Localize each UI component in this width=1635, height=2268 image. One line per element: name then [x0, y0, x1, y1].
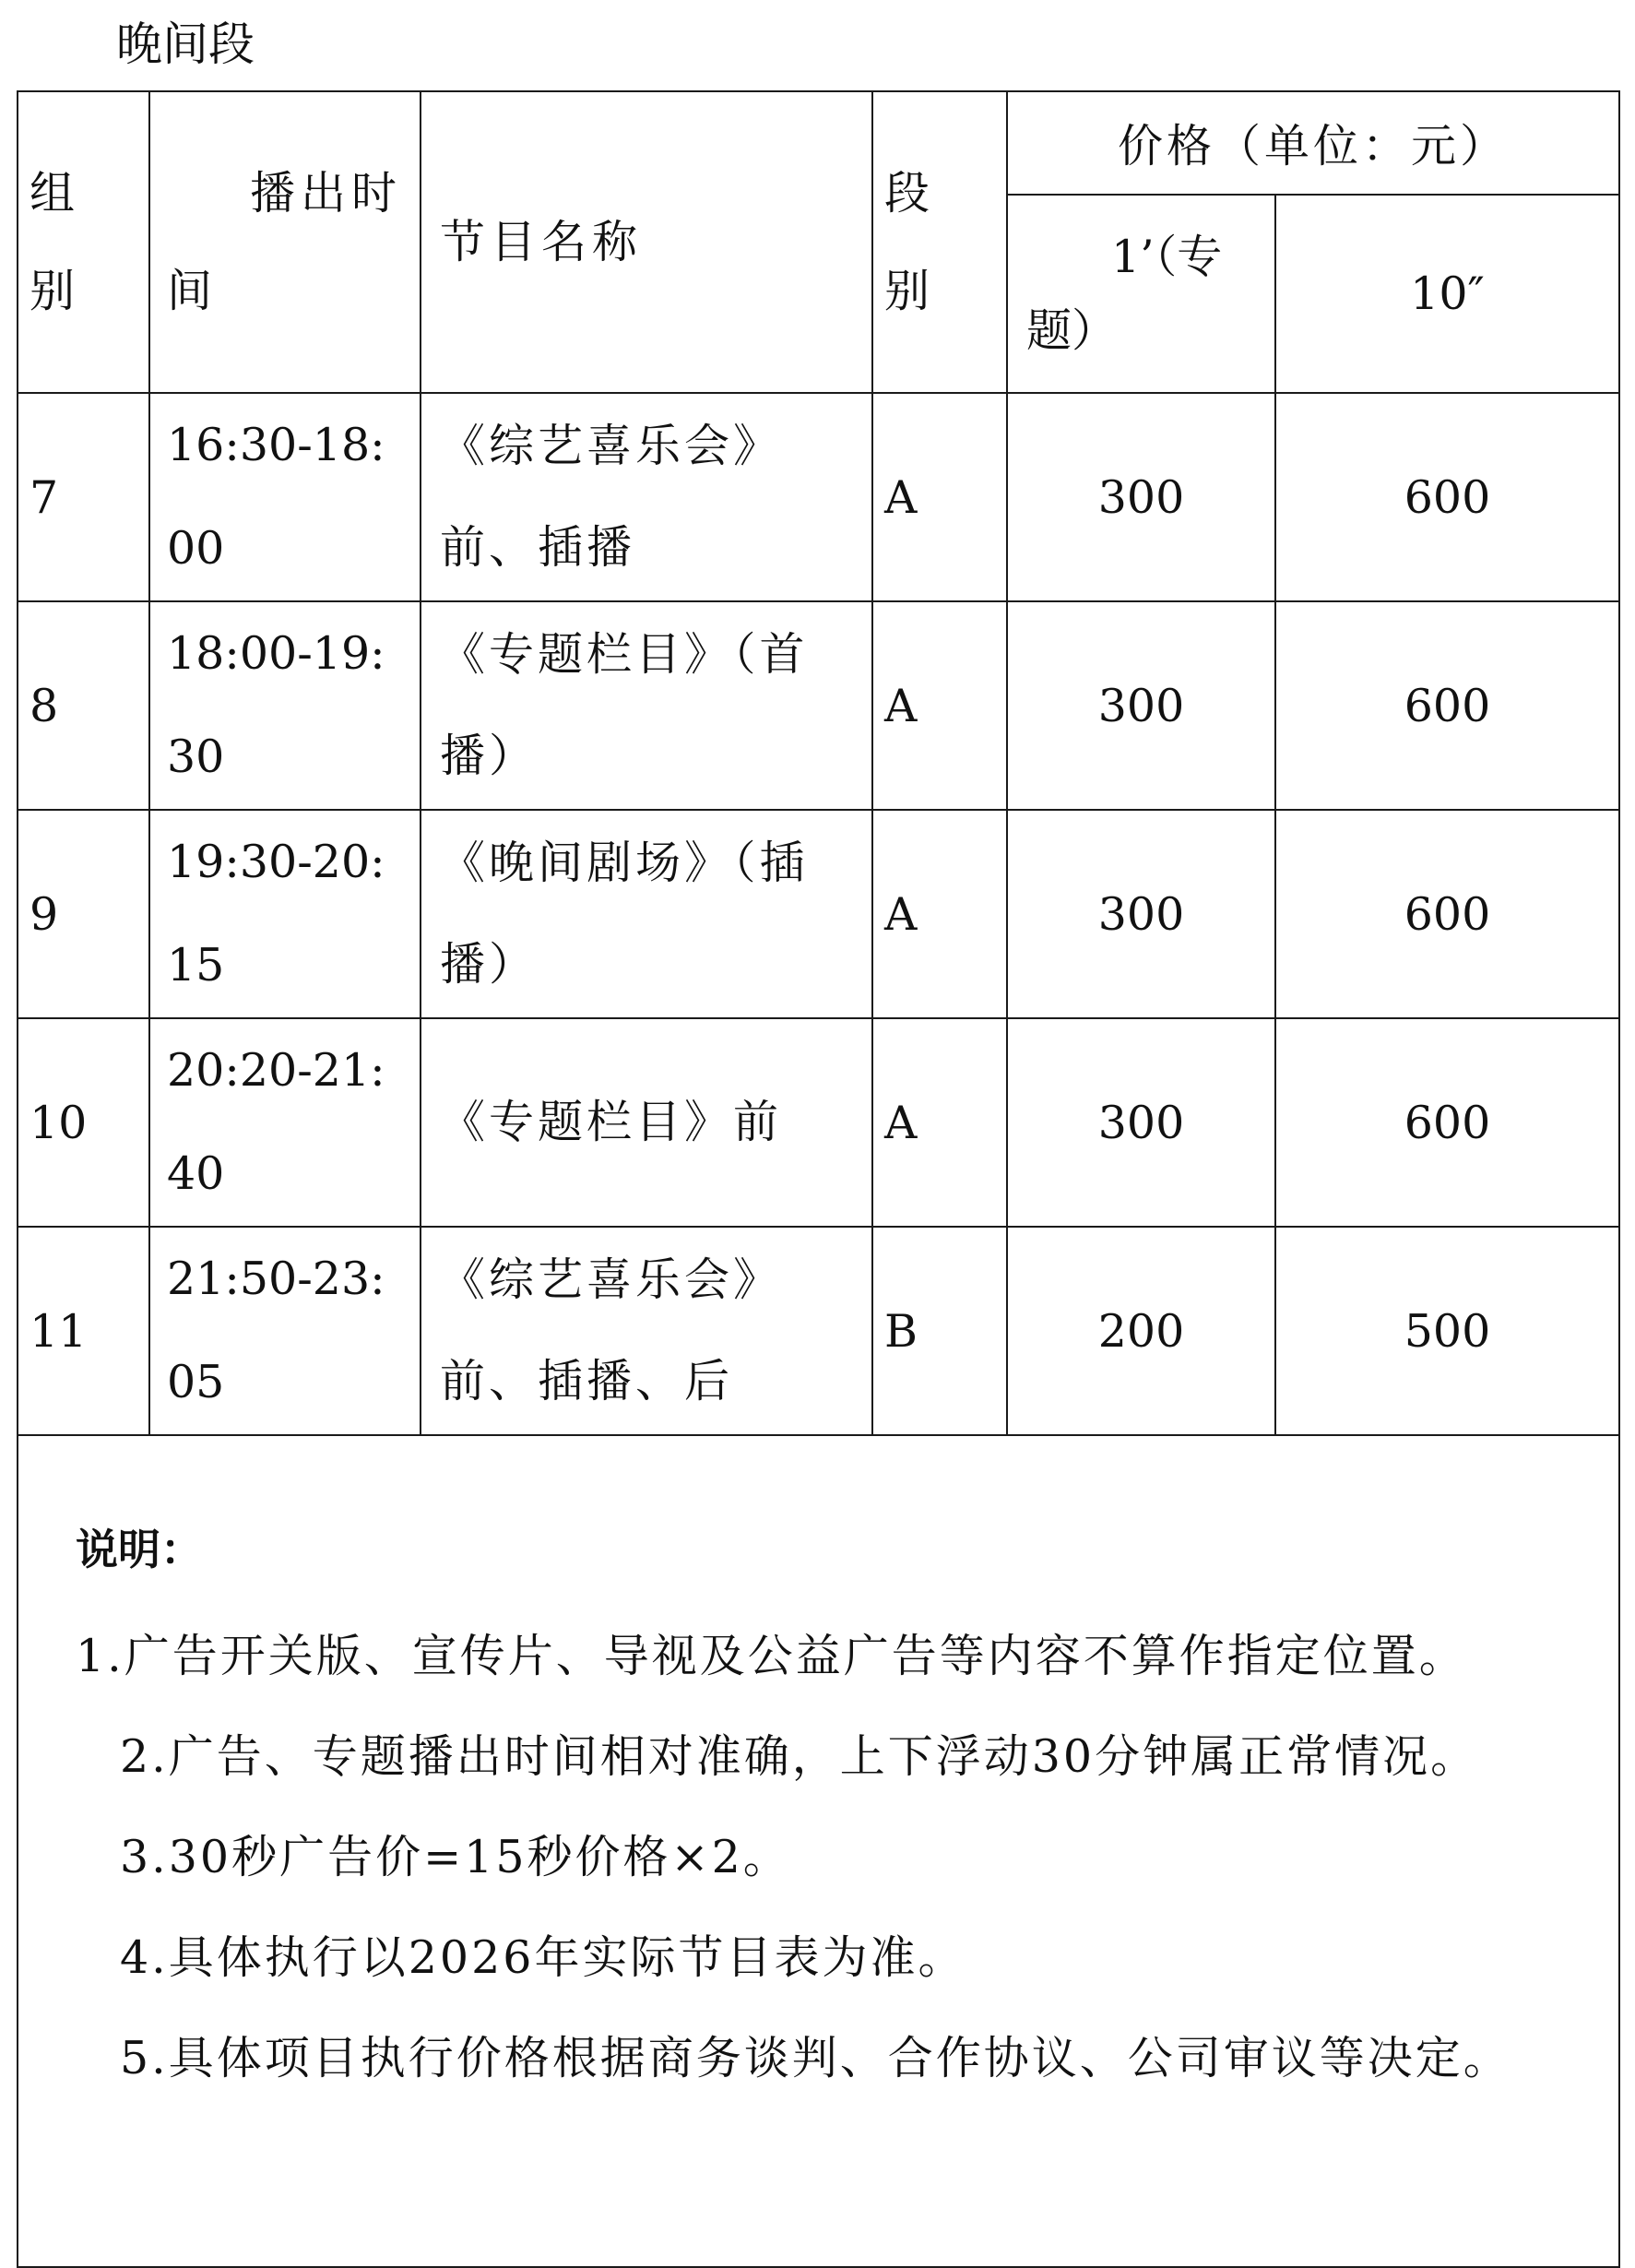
- header-price-10sec: 10″: [1275, 195, 1619, 393]
- section-title: 晚间段: [116, 18, 255, 71]
- cell-time: 18:00-19:30: [149, 601, 421, 810]
- header-time: 播出时间: [149, 91, 421, 393]
- cell-time: 19:30-20:15: [149, 810, 421, 1018]
- cell-price-10sec: 600: [1275, 601, 1619, 810]
- cell-group: 10: [18, 1018, 149, 1227]
- cell-price-1min: 300: [1007, 601, 1275, 810]
- note-item: 5.具体项目执行价格根据商务谈判、合作协议、公司审议等决定。: [120, 2032, 1511, 2084]
- table-row: [18, 393, 1619, 601]
- cell-time: 21:50-23:05: [149, 1227, 421, 1435]
- cell-group: 7: [18, 393, 149, 601]
- cell-time: 20:20-21:40: [149, 1018, 421, 1227]
- header-price-1min: 1’（专题）: [1007, 195, 1275, 393]
- header-program: 节目名称: [421, 91, 872, 393]
- cell-price-10sec: 600: [1275, 393, 1619, 601]
- cell-segment: A: [872, 393, 1007, 601]
- cell-group: 8: [18, 601, 149, 810]
- cell-segment: A: [872, 1018, 1007, 1227]
- notes-section: [18, 1435, 1619, 2267]
- cell-price-10sec: 600: [1275, 810, 1619, 1018]
- table-row: [18, 810, 1619, 1018]
- notes-title: 说明：: [76, 1525, 203, 1574]
- header-price: 价格（单位：元）: [1007, 91, 1619, 195]
- cell-segment: B: [872, 1227, 1007, 1435]
- cell-price-10sec: 500: [1275, 1227, 1619, 1435]
- cell-group: 11: [18, 1227, 149, 1435]
- header-group: 组别: [18, 91, 149, 393]
- cell-price-10sec: 600: [1275, 1018, 1619, 1227]
- cell-price-1min: 300: [1007, 393, 1275, 601]
- cell-program: 《专题栏目》前: [421, 1018, 872, 1227]
- note-item: 4.具体执行以2026年实际节目表为准。: [120, 1931, 966, 1984]
- cell-program: 《综艺喜乐会》前、插播: [421, 393, 872, 601]
- table-row: [18, 1018, 1619, 1227]
- table-row: [18, 601, 1619, 810]
- rate-table: [17, 90, 1620, 2268]
- cell-group: 9: [18, 810, 149, 1018]
- header-segment: 段别: [872, 91, 1007, 393]
- note-item: 2.广告、专题播出时间相对准确，上下浮动30分钟属正常情况。: [120, 1730, 1479, 1783]
- cell-time: 16:30-18:00: [149, 393, 421, 601]
- cell-segment: A: [872, 601, 1007, 810]
- table-row: [18, 1227, 1619, 1435]
- cell-segment: A: [872, 810, 1007, 1018]
- note-item: 3.30秒广告价=15秒价格×2。: [120, 1831, 791, 1883]
- cell-program: 《综艺喜乐会》前、插播、后: [421, 1227, 872, 1435]
- cell-price-1min: 300: [1007, 1018, 1275, 1227]
- cell-price-1min: 200: [1007, 1227, 1275, 1435]
- cell-price-1min: 300: [1007, 810, 1275, 1018]
- cell-program: 《专题栏目》（首播）: [421, 601, 872, 810]
- note-item: 1.广告开关版、宣传片、导视及公益广告等内容不算作指定位置。: [76, 1630, 1467, 1682]
- cell-program: 《晚间剧场》（插播）: [421, 810, 872, 1018]
